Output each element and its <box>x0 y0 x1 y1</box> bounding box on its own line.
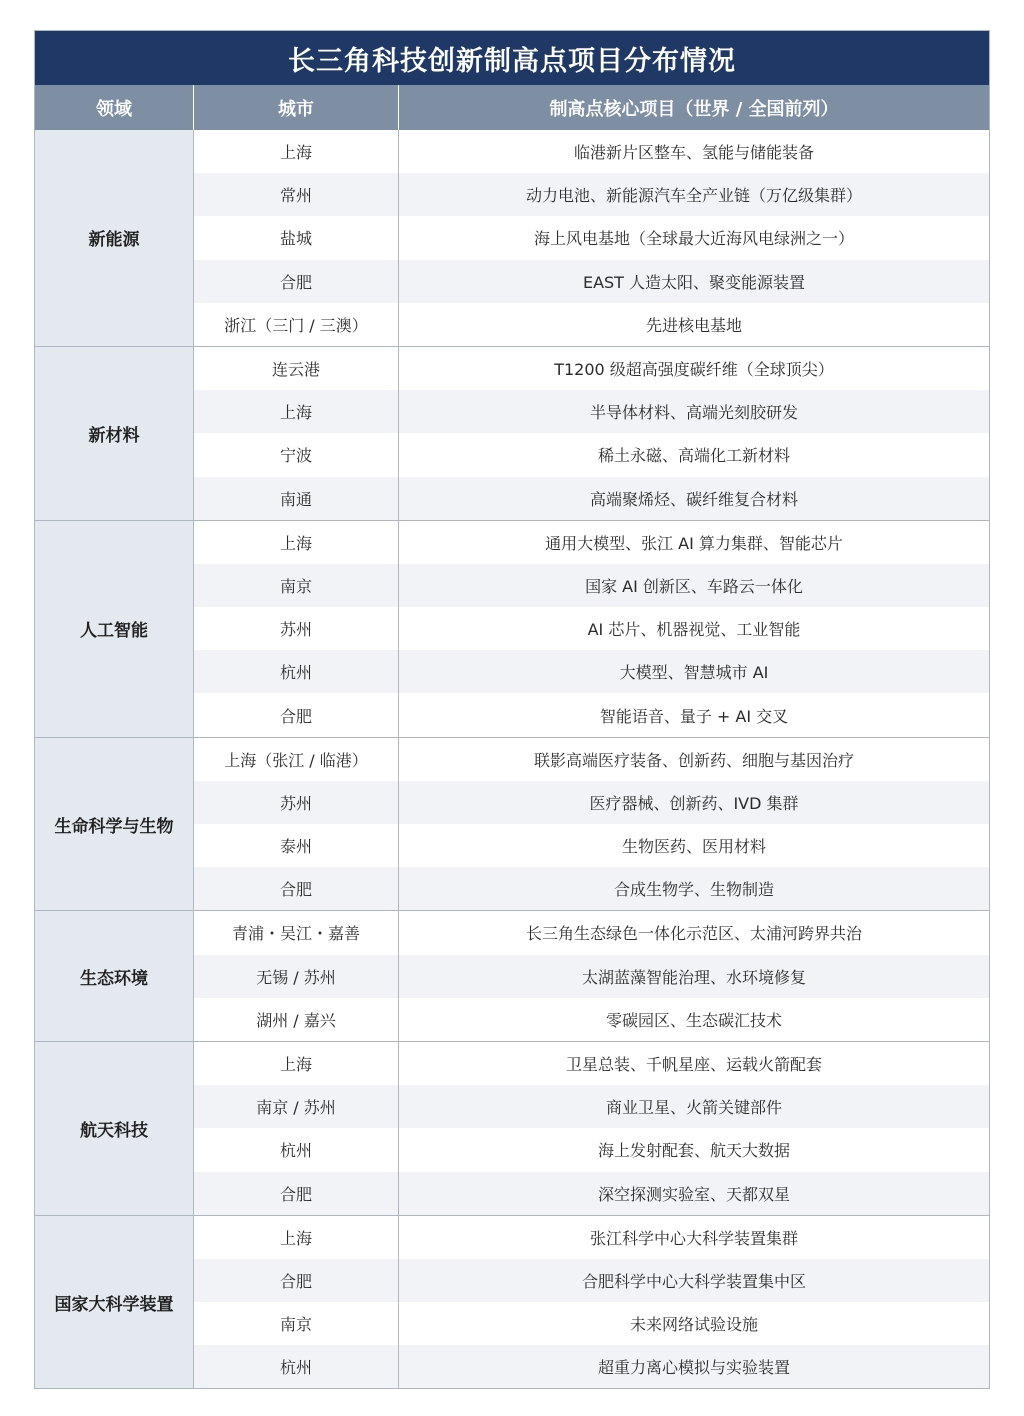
field-cell: 国家大科学装置 <box>35 1216 194 1389</box>
city-cell: 上海 <box>194 130 399 173</box>
table-row <box>194 1128 989 1171</box>
city-cell: 南京 <box>194 1302 399 1345</box>
project-cell: 生物医药、医用材料 <box>621 837 766 857</box>
project-cell: 太湖蓝藻智能治理、水环境修复 <box>581 967 806 987</box>
project-cell: EAST 人造太阳、聚变能源装置 <box>582 272 806 292</box>
project-cell: 动力电池、新能源汽车全产业链（万亿级集群） <box>525 186 862 206</box>
table-row <box>194 521 989 564</box>
header-city: 城市 <box>194 85 399 130</box>
field-cell: 生命科学与生物 <box>35 738 194 911</box>
column-header-row <box>35 85 989 130</box>
field-cell: 新能源 <box>35 130 194 346</box>
project-cell: 长三角生态绿色一体化示范区、太浦河跨界共治 <box>525 924 862 944</box>
city-cell: 杭州 <box>194 1128 399 1171</box>
project-cell: T1200 级超高强度碳纤维（全球顶尖） <box>554 360 834 380</box>
city-cell: 苏州 <box>194 607 399 650</box>
table-row <box>194 824 989 867</box>
field-group <box>35 346 989 520</box>
table-row <box>194 998 989 1041</box>
city-cell: 杭州 <box>194 650 399 693</box>
project-cell: 稀土永磁、高端化工新材料 <box>597 446 790 466</box>
city-cell: 上海 <box>194 390 399 433</box>
project-cell: 零碳园区、生态碳汇技术 <box>605 1010 782 1030</box>
field-group <box>35 1215 989 1389</box>
table-title: 长三角科技创新制高点项目分布情况 <box>35 31 989 85</box>
field-cell: 人工智能 <box>35 521 194 737</box>
city-cell: 上海（张江 / 临港） <box>194 738 399 781</box>
header-project: 制高点核心项目（世界 / 全国前列） <box>549 98 839 120</box>
project-cell: 高端聚烯烃、碳纤维复合材料 <box>589 489 798 509</box>
project-cell: 合成生物学、生物制造 <box>613 880 774 900</box>
city-cell: 湖州 / 嘉兴 <box>194 998 399 1041</box>
table-row <box>194 260 989 303</box>
table-row <box>194 955 989 998</box>
project-cell: 商业卫星、火箭关键部件 <box>605 1098 782 1118</box>
city-cell: 合肥 <box>194 1172 399 1215</box>
field-cell: 生态环境 <box>35 911 194 1041</box>
table-row <box>194 1259 989 1302</box>
city-cell: 上海 <box>194 1216 399 1259</box>
project-cell: 大模型、智慧城市 AI <box>619 663 769 683</box>
table-row <box>194 1302 989 1345</box>
project-cell: 先进核电基地 <box>645 315 742 335</box>
field-cell: 航天科技 <box>35 1042 194 1215</box>
city-cell: 泰州 <box>194 824 399 867</box>
table-row <box>194 173 989 216</box>
table-row <box>194 911 989 954</box>
city-cell: 浙江（三门 / 三澳） <box>194 303 399 346</box>
city-cell: 合肥 <box>194 1259 399 1302</box>
city-cell: 南京 <box>194 564 399 607</box>
project-cell: 海上风电基地（全球最大近海风电绿洲之一） <box>533 229 854 249</box>
table-row <box>194 738 989 781</box>
project-cell: 联影高端医疗装备、创新药、细胞与基因治疗 <box>533 750 854 770</box>
city-cell: 宁波 <box>194 433 399 476</box>
table-row <box>194 1216 989 1259</box>
city-cell: 合肥 <box>194 693 399 736</box>
project-cell: 深空探测实验室、天都双星 <box>597 1184 790 1204</box>
field-group <box>35 130 989 346</box>
project-cell: 医疗器械、创新药、IVD 集群 <box>589 793 799 813</box>
table-row <box>194 1172 989 1215</box>
project-cell: AI 芯片、机器视觉、工业智能 <box>587 620 801 640</box>
table-row <box>194 216 989 259</box>
city-cell: 合肥 <box>194 867 399 910</box>
table-row <box>194 1345 989 1388</box>
project-cell: 智能语音、量子 + AI 交叉 <box>599 706 789 726</box>
project-cell: 通用大模型、张江 AI 算力集群、智能芯片 <box>545 533 843 553</box>
project-cell: 超重力离心模拟与实验装置 <box>597 1358 790 1378</box>
table-row <box>194 650 989 693</box>
city-cell: 杭州 <box>194 1345 399 1388</box>
project-cell: 未来网络试验设施 <box>629 1315 758 1335</box>
table-row <box>194 781 989 824</box>
city-cell: 常州 <box>194 173 399 216</box>
city-cell: 上海 <box>194 1042 399 1085</box>
table-row <box>194 347 989 390</box>
city-cell: 合肥 <box>194 260 399 303</box>
table-row <box>194 390 989 433</box>
field-group <box>35 737 989 911</box>
table-body <box>35 130 989 1388</box>
city-cell: 青浦・吴江・嘉善 <box>194 911 399 954</box>
project-cell: 张江科学中心大科学装置集群 <box>589 1228 798 1248</box>
field-group <box>35 520 989 737</box>
table-row <box>194 607 989 650</box>
field-cell: 新材料 <box>35 347 194 520</box>
project-cell: 合肥科学中心大科学装置集中区 <box>581 1271 806 1291</box>
project-cell: 海上发射配套、航天大数据 <box>597 1141 790 1161</box>
project-cell: 卫星总装、千帆星座、运载火箭配套 <box>565 1055 822 1075</box>
table-row <box>194 564 989 607</box>
project-cell: 半导体材料、高端光刻胶研发 <box>589 403 798 423</box>
table-row <box>194 130 989 173</box>
project-cell: 国家 AI 创新区、车路云一体化 <box>585 576 803 596</box>
table-row <box>194 303 989 346</box>
city-cell: 盐城 <box>194 216 399 259</box>
field-group <box>35 910 989 1041</box>
city-cell: 南京 / 苏州 <box>194 1085 399 1128</box>
header-field: 领域 <box>35 85 194 130</box>
field-group <box>35 1041 989 1215</box>
city-cell: 上海 <box>194 521 399 564</box>
city-cell: 无锡 / 苏州 <box>194 955 399 998</box>
table-row <box>194 433 989 476</box>
table-row <box>194 867 989 910</box>
table-row <box>194 477 989 520</box>
distribution-table <box>34 30 990 1389</box>
city-cell: 连云港 <box>194 347 399 390</box>
table-row <box>194 1085 989 1128</box>
table-row <box>194 1042 989 1085</box>
city-cell: 南通 <box>194 477 399 520</box>
city-cell: 苏州 <box>194 781 399 824</box>
table-row <box>194 693 989 736</box>
project-cell: 临港新片区整车、氢能与储能装备 <box>573 143 814 163</box>
